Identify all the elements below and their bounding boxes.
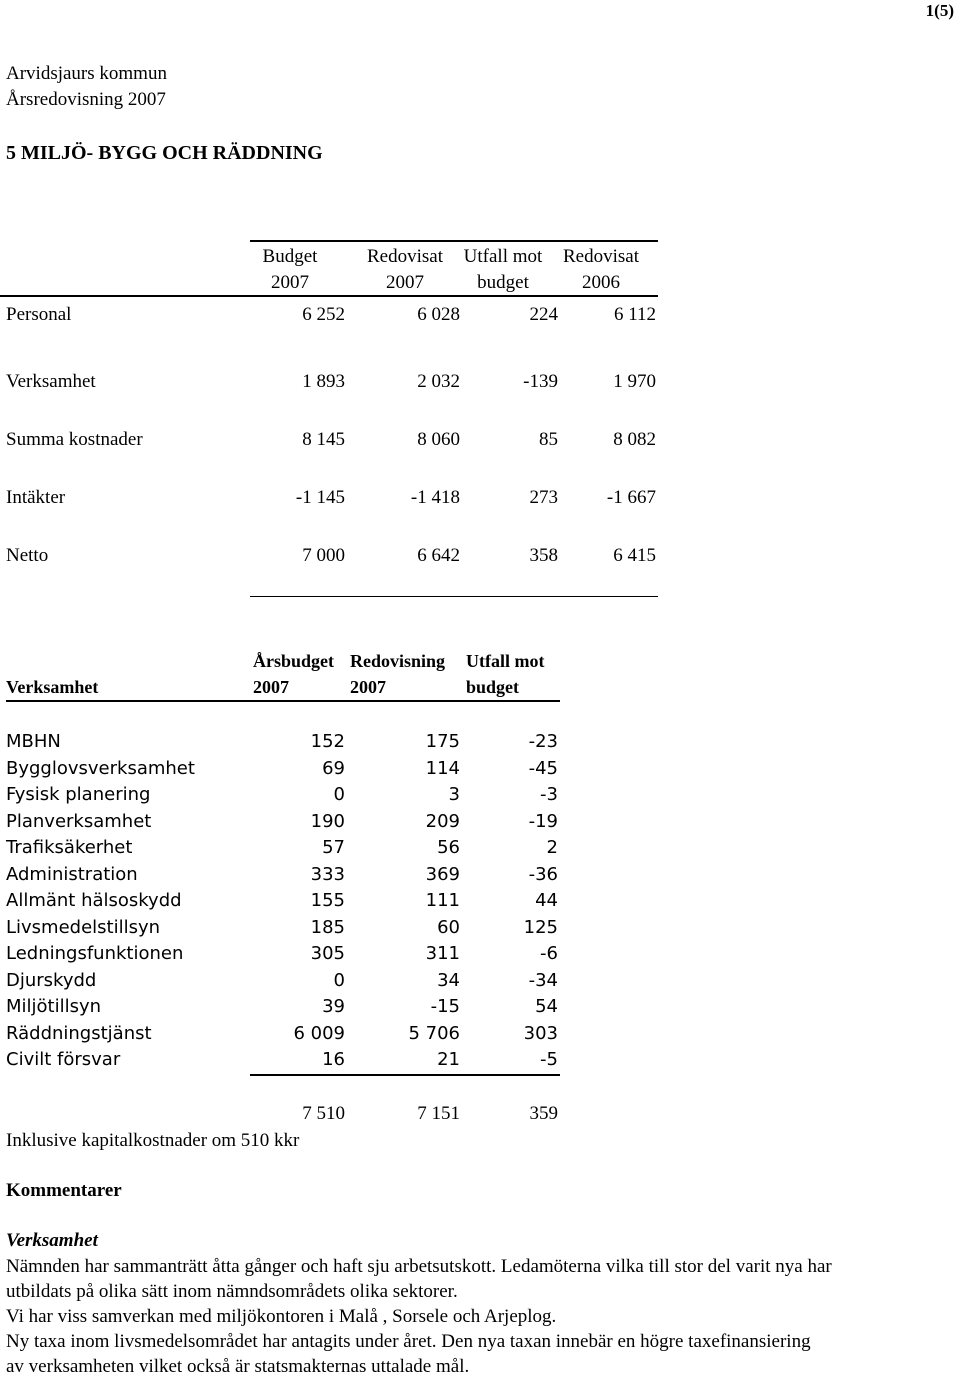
- table-bottom-rule: [250, 596, 658, 597]
- comment-line: av verksamheten vilket också är statsmakternas uttalade mål.: [6, 1356, 470, 1377]
- table-cell: 190: [310, 811, 345, 832]
- table-header-rule: [0, 295, 658, 297]
- summary-column-header: Redovisat: [563, 246, 639, 267]
- table-cell: 8 082: [613, 429, 656, 450]
- table-cell: -15: [430, 996, 460, 1017]
- table-cell: 6 112: [613, 304, 656, 325]
- table-cell: -1 667: [606, 487, 656, 508]
- row-label: Intäkter: [6, 487, 66, 508]
- table-cell: 0: [333, 970, 345, 991]
- row-label: Ledningsfunktionen: [6, 943, 184, 964]
- table-cell: 60: [437, 917, 460, 938]
- detail-column-header: Utfall mot: [466, 651, 545, 671]
- summary-column-header: Utfall mot: [463, 246, 543, 267]
- row-label: Miljötillsyn: [6, 996, 102, 1017]
- comment-line: utbildats på olika sätt inom nämndsområdets olika sektorer.: [6, 1281, 458, 1302]
- table-cell: 175: [425, 731, 460, 752]
- capital-cost-note: Inklusive kapitalkostnader om 510 kkr: [6, 1130, 300, 1151]
- table-cell: 3: [448, 784, 460, 805]
- table-cell: 8 060: [417, 429, 460, 450]
- table-cell: -23: [528, 731, 558, 752]
- detail-column-header: Årsbudget: [253, 651, 335, 671]
- row-label: Summa kostnader: [6, 429, 143, 450]
- comments-heading: Kommentarer: [6, 1180, 122, 1201]
- row-label: Netto: [6, 545, 49, 566]
- summary-column-header: 2007: [271, 272, 309, 293]
- comment-line: Nämnden har sammanträtt åtta gånger och haft sju arbetsutskott. Ledamöterna vilka till stor del varit nya har: [6, 1256, 832, 1277]
- table-cell: 8 145: [302, 429, 345, 450]
- detail-column-header: 2007: [350, 677, 386, 697]
- table-cell: 358: [529, 545, 558, 566]
- table-cell: 6 642: [417, 545, 460, 566]
- table-cell: -19: [528, 811, 558, 832]
- table-cell: 185: [310, 917, 345, 938]
- organization-name: Arvidsjaurs kommun: [6, 63, 167, 84]
- row-label: Livsmedelstillsyn: [6, 917, 161, 938]
- table-cell: -6: [540, 943, 558, 964]
- comment-line: Vi har viss samverkan med miljökontoren i Malå , Sorsele och Arjeplog.: [6, 1306, 557, 1327]
- row-label: Allmänt hälsoskydd: [6, 890, 182, 911]
- table-cell: 16: [322, 1049, 345, 1070]
- row-label: Administration: [6, 864, 138, 885]
- row-label: Planverksamhet: [6, 811, 152, 832]
- table-cell: 6 252: [302, 304, 345, 325]
- table-cell: -45: [528, 758, 558, 779]
- row-label: Personal: [6, 304, 72, 325]
- table-cell: 224: [529, 304, 558, 325]
- table-cell: -139: [523, 371, 558, 392]
- table-cell: 5 706: [408, 1023, 460, 1044]
- table-cell: 85: [539, 429, 558, 450]
- row-label: Fysisk planering: [6, 784, 151, 805]
- page-number: 1(5): [925, 1, 954, 20]
- table-cell: 155: [310, 890, 345, 911]
- table-cell: 57: [322, 837, 345, 858]
- table-cell: 6 009: [293, 1023, 345, 1044]
- row-label: Trafiksäkerhet: [6, 837, 133, 858]
- detail-header-rule: [6, 700, 560, 702]
- comment-line: Ny taxa inom livsmedelsområdet har antagits under året. Den nya taxan innebär en högre taxefinansiering: [6, 1331, 811, 1352]
- row-label: MBHN: [6, 731, 61, 752]
- row-label: Verksamhet: [6, 371, 96, 392]
- table-cell: 54: [535, 996, 558, 1017]
- table-cell: 56: [437, 837, 460, 858]
- total-cell: 7 510: [302, 1103, 345, 1124]
- table-cell: 114: [425, 758, 460, 779]
- table-cell: 2: [546, 837, 558, 858]
- table-cell: 6 028: [417, 304, 460, 325]
- table-cell: 6 415: [613, 545, 656, 566]
- row-label: Bygglovsverksamhet: [6, 758, 195, 779]
- table-cell: 1 970: [613, 371, 656, 392]
- table-cell: 1 893: [302, 371, 345, 392]
- detail-column-header: Redovisning: [350, 651, 446, 671]
- summary-column-header: Budget: [262, 246, 318, 267]
- row-label: Räddningstjänst: [6, 1023, 152, 1044]
- table-cell: -1 145: [295, 487, 345, 508]
- detail-row-header: Verksamhet: [6, 677, 99, 697]
- detail-column-header: 2007: [253, 677, 289, 697]
- table-cell: -34: [528, 970, 558, 991]
- table-cell: 333: [310, 864, 345, 885]
- summary-column-header: 2007: [386, 272, 424, 293]
- table-cell: -5: [540, 1049, 558, 1070]
- table-cell: 34: [437, 970, 460, 991]
- row-label: Civilt försvar: [6, 1049, 121, 1070]
- total-cell: 7 151: [417, 1103, 460, 1124]
- table-cell: 0: [333, 784, 345, 805]
- table-cell: 273: [529, 487, 558, 508]
- table-cell: 369: [425, 864, 460, 885]
- table-cell: 7 000: [302, 545, 345, 566]
- summary-column-header: Redovisat: [367, 246, 443, 267]
- table-cell: 305: [310, 943, 345, 964]
- table-cell: 311: [425, 943, 460, 964]
- table-cell: 21: [437, 1049, 460, 1070]
- table-cell: 209: [425, 811, 460, 832]
- comments-body: [6, 1254, 958, 1379]
- table-cell: 44: [535, 890, 558, 911]
- report-title: Årsredovisning 2007: [6, 89, 166, 110]
- summary-column-header: budget: [477, 272, 529, 293]
- table-cell: 111: [425, 890, 460, 911]
- row-label: Djurskydd: [6, 970, 97, 991]
- table-cell: -36: [528, 864, 558, 885]
- table-cell: -3: [540, 784, 558, 805]
- table-cell: 303: [523, 1023, 558, 1044]
- section-title: 5 MILJÖ- BYGG OCH RÄDDNING: [6, 142, 323, 164]
- table-cell: 125: [523, 917, 558, 938]
- detail-column-header: budget: [466, 677, 520, 697]
- summary-column-header: 2006: [582, 272, 620, 293]
- table-cell: 69: [322, 758, 345, 779]
- table-cell: 39: [322, 996, 345, 1017]
- table-cell: -1 418: [410, 487, 460, 508]
- table-top-rule: [250, 240, 658, 242]
- table-cell: 152: [310, 731, 345, 752]
- comments-subheading: Verksamhet: [6, 1230, 98, 1251]
- total-cell: 359: [529, 1103, 558, 1124]
- table-cell: 2 032: [417, 371, 460, 392]
- detail-sum-rule: [250, 1074, 560, 1076]
